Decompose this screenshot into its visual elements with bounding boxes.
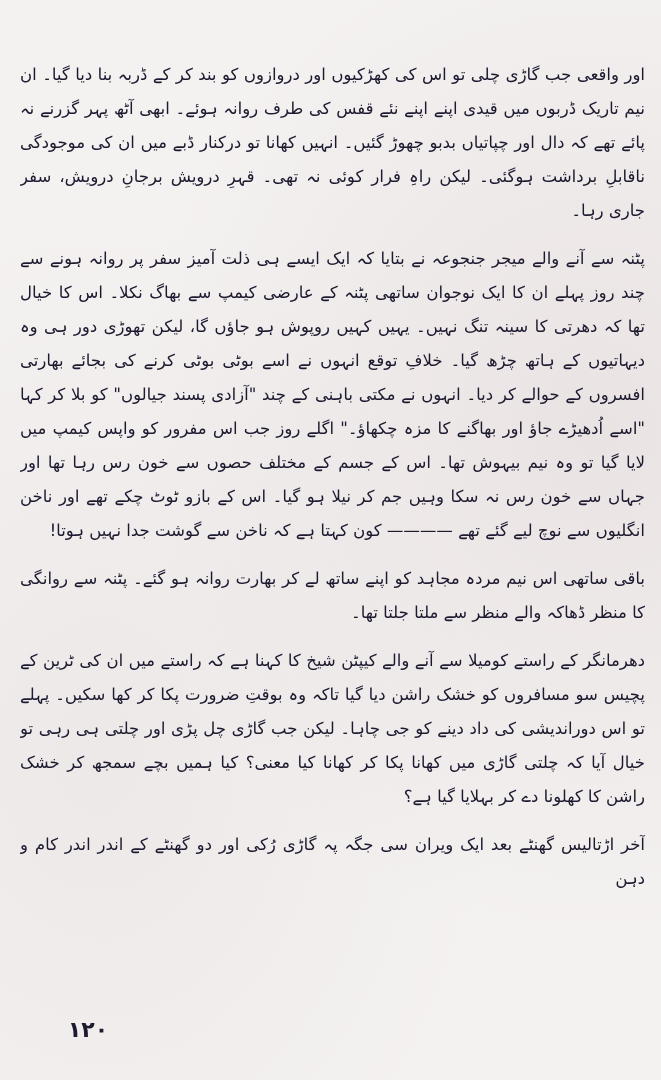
page-number: ۱۲۰: [67, 1018, 109, 1043]
paragraph-2: پٹنہ سے آنے والے میجر جنجوعہ نے بتایا کہ ایک ایسے ہی ذلت آمیز سفر پر روانہ ہونے سے چند روز پہلے ان کا ایک نوجوان ساتھی پٹنہ کے عارضی کیمپ سے بھاگ نکلا۔ اس کا خیال تھا کہ دھرتی کا سینہ تنگ نہیں۔ یہیں کہیں روپوش ہو جاؤں گا، لیکن تھوڑی دور ہی وہ دیہاتیوں کے ہاتھ چڑھ گیا۔ خلافِ توقع انہوں نے اسے بوٹی بوٹی کرنے کی بجائے بھارتی افسروں کے حوالے کر دیا۔ انہوں نے مکتی باہنی کے چند "آزادی پسند جیالوں" کو بلا کر کہا "اسے اُدھیڑے جاؤ اور بھاگنے کا مزہ چکھاؤ۔" اگلے روز جب اس مفرور کو واپس کیمپ میں لایا گیا تو وہ نیم بیہوش تھا۔ اس کے جسم کے مختلف حصوں سے خون رس رہا تھا اور جہاں سے خون رس نہ سکا وہیں جم کر نیلا ہو گیا۔ اس کے بازو ٹوٹ چکے تھے اور ناخن انگلیوں سے نوچ لیے گئے تھے ———— کون کہتا ہے کہ ناخن سے گوشت جدا نہیں ہوتا!: [20, 249, 645, 540]
paragraph-4: دھرمانگر کے راستے کومیلا سے آنے والے کیپٹن شیخ کا کہنا ہے کہ راستے میں ان کی ٹرین کے پچیس سو مسافروں کو خشک راشن دیا گیا تاکہ وہ بوقتِ ضرورت پکا کر کھا سکیں۔ پہلے تو اس دوراندیشی کی داد دینے کو جی چاہا۔ لیکن جب گاڑی چل پڑی اور چلتی ہی رہی تو خیال آیا کہ چلتی گاڑی میں کھانا پکا کر کھانا کیا معنی؟ کیا ہمیں بچے سمجھ کر خشک راشن کا کھلونا دے کر بہلایا گیا ہے؟: [20, 651, 645, 806]
paragraph-1: اور واقعی جب گاڑی چلی تو اس کی کھڑکیوں اور دروازوں کو بند کر کے ڈربہ بنا دیا گیا۔ ان نیم تاریک ڈربوں میں قیدی اپنے اپنے نئے قفس کی طرف روانہ ہوئے۔ ابھی آٹھ پہر گزرنے نہ پائے تھے کہ دال اور چپاتیاں بدبو چھوڑ گئیں۔ انہیں کھانا تو درکنار ڈبے میں ان کی موجودگی ناقابلِ برداشت ہوگئی۔ لیکن راہِ فرار کوئی نہ تھی۔ قہرِ درویش برجانِ درویش، سفر جاری رہا۔: [20, 65, 645, 220]
paragraph-3: باقی ساتھی اس نیم مردہ مجاہد کو اپنے ساتھ لے کر بھارت روانہ ہو گئے۔ پٹنہ سے روانگی کا منظر ڈھاکہ والے منظر سے ملتا جلتا تھا۔: [20, 569, 645, 622]
paragraph-5: آخر اڑتالیس گھنٹے بعد ایک ویران سی جگہ پہ گاڑی رُکی اور دو گھنٹے کے اندر اندر کام و دہن: [20, 835, 645, 888]
body-text: [20, 58, 645, 963]
